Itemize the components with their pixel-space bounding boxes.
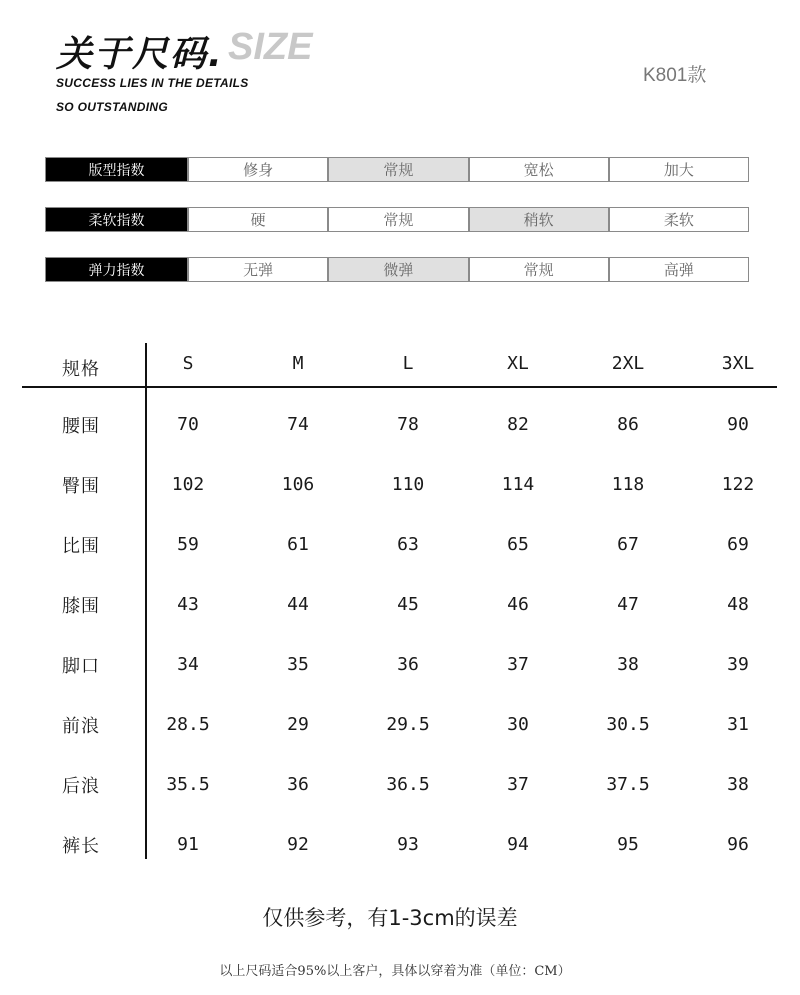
index-option: 常规	[327, 208, 467, 231]
measurement-value: 96	[727, 834, 749, 855]
index-label: 柔软指数	[46, 208, 187, 231]
tagline-1: SUCCESS LIES IN THE DETAILS	[56, 76, 249, 90]
index-row	[45, 157, 749, 182]
index-option: 宽松	[468, 158, 608, 181]
measurement-value: 31	[727, 714, 749, 735]
measurement-value: 44	[287, 594, 309, 615]
measurement-value: 118	[611, 474, 645, 495]
table-vertical-divider	[145, 343, 147, 859]
index-option: 微弹	[327, 258, 467, 281]
size-header: M	[292, 353, 304, 374]
measurement-value: 36	[397, 654, 419, 675]
measurement-value: 43	[177, 594, 199, 615]
measurement-value: 94	[507, 834, 529, 855]
size-header: XL	[507, 353, 529, 374]
measurement-value: 29	[287, 714, 309, 735]
measurement-label: 前浪	[62, 716, 100, 737]
measurement-value: 110	[391, 474, 425, 495]
measurement-value: 48	[727, 594, 749, 615]
index-option: 硬	[187, 208, 327, 231]
measurement-value: 82	[507, 414, 529, 435]
size-header: L	[402, 353, 414, 374]
table-header-divider	[22, 386, 777, 388]
page-title-cn: 关于尺码.	[56, 34, 224, 75]
index-option: 高弹	[608, 258, 748, 281]
measurement-label: 臀围	[62, 476, 100, 497]
measurement-value: 36.5	[386, 774, 430, 795]
index-row	[45, 207, 749, 232]
measurement-value: 47	[617, 594, 639, 615]
measurement-value: 46	[507, 594, 529, 615]
measurement-label: 比围	[62, 536, 100, 557]
model-code: K801款	[643, 65, 707, 86]
size-header: 3XL	[721, 353, 755, 374]
measurement-value: 38	[727, 774, 749, 795]
measurement-value: 29.5	[386, 714, 430, 735]
index-option: 无弹	[187, 258, 327, 281]
note-sub: 以上尺码适合95%以上客户，具体以穿着为准（单位：CM）	[219, 964, 571, 979]
measurement-label: 膝围	[62, 596, 100, 617]
measurement-value: 39	[727, 654, 749, 675]
measurement-value: 114	[501, 474, 535, 495]
measurement-value: 45	[397, 594, 419, 615]
measurement-label: 后浪	[62, 776, 100, 797]
index-option: 加大	[608, 158, 748, 181]
measurement-value: 91	[177, 834, 199, 855]
measurement-value: 37	[507, 774, 529, 795]
measurement-value: 37.5	[606, 774, 650, 795]
index-label: 弹力指数	[46, 258, 187, 281]
measurement-value: 92	[287, 834, 309, 855]
measurement-value: 38	[617, 654, 639, 675]
measurement-value: 93	[397, 834, 419, 855]
measurement-value: 106	[281, 474, 315, 495]
measurement-value: 28.5	[166, 714, 210, 735]
measurement-value: 59	[177, 534, 199, 555]
index-option: 稍软	[468, 208, 608, 231]
measurement-value: 78	[397, 414, 419, 435]
measurement-value: 35	[287, 654, 309, 675]
measurement-value: 34	[177, 654, 199, 675]
measurement-value: 70	[177, 414, 199, 435]
measurement-value: 67	[617, 534, 639, 555]
index-option: 常规	[327, 158, 467, 181]
size-header: 2XL	[611, 353, 645, 374]
size-header: S	[182, 353, 194, 374]
measurement-value: 36	[287, 774, 309, 795]
measurement-value: 69	[727, 534, 749, 555]
measurement-value: 90	[727, 414, 749, 435]
table-corner-label: 规格	[62, 359, 100, 380]
measurement-value: 61	[287, 534, 309, 555]
measurement-value: 65	[507, 534, 529, 555]
measurement-value: 35.5	[166, 774, 210, 795]
measurement-value: 86	[617, 414, 639, 435]
measurement-label: 脚口	[62, 656, 100, 677]
measurement-label: 腰围	[62, 416, 100, 437]
measurement-value: 37	[507, 654, 529, 675]
measurement-value: 95	[617, 834, 639, 855]
measurement-value: 102	[171, 474, 205, 495]
index-option: 修身	[187, 158, 327, 181]
measurement-value: 74	[287, 414, 309, 435]
index-row	[45, 257, 749, 282]
note-main: 仅供参考，有1-3cm的误差	[262, 906, 518, 930]
index-label: 版型指数	[46, 158, 187, 181]
measurement-value: 122	[721, 474, 755, 495]
measurement-value: 63	[397, 534, 419, 555]
index-option: 柔软	[608, 208, 748, 231]
index-option: 常规	[468, 258, 608, 281]
measurement-label: 裤长	[62, 836, 100, 857]
tagline-2: SO OUTSTANDING	[56, 100, 168, 114]
measurement-value: 30.5	[606, 714, 650, 735]
measurement-value: 30	[507, 714, 529, 735]
page-title-en: SIZE	[228, 26, 313, 68]
